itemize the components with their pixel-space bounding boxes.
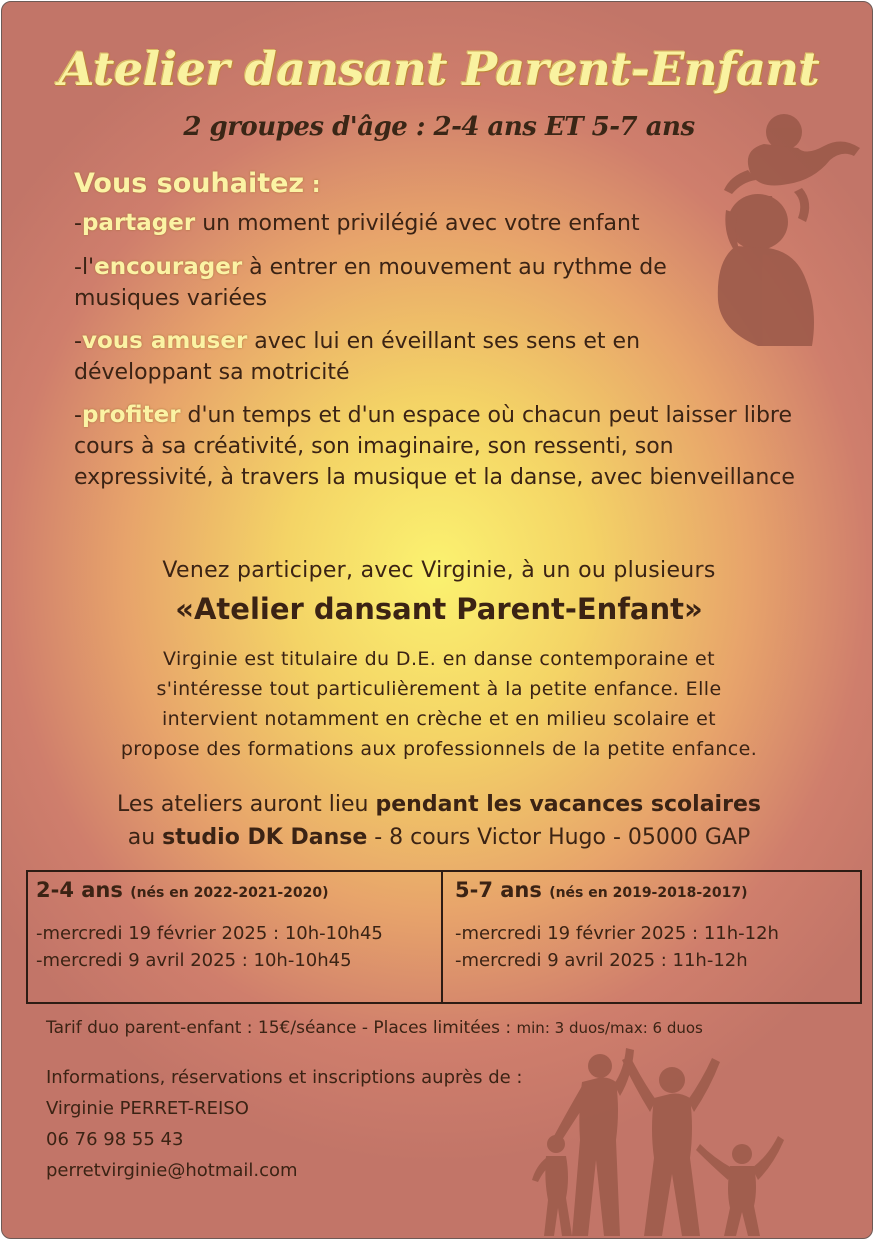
schedule-table — [26, 870, 862, 1004]
schedule-group-2-4 — [28, 872, 441, 1002]
group-sessions — [455, 920, 852, 974]
bullet-keyword: partager — [81, 210, 196, 236]
bullet-prefix: - — [74, 329, 82, 354]
bio-line: Virginie est titulaire du D.E. en danse contemporaine et — [163, 648, 715, 670]
bullet-keyword: encourager — [94, 254, 243, 280]
session-line: -mercredi 19 février 2025 : 10h-10h45 — [36, 923, 383, 944]
souhaitez-heading — [74, 168, 321, 199]
main-title: Atelier dansant Parent-Enfant — [58, 42, 820, 96]
location-line-2: au studio DK Danse - 8 cours Victor Hugo - 05000 GAP — [127, 825, 751, 850]
bio-line: s'intéresse tout particulièrement à la petite enfance. Elle — [156, 678, 722, 700]
subtitle: 2 groupes d'âge : 2-4 ans ET 5-7 ans — [183, 112, 695, 142]
bullet-prefix: - — [74, 403, 82, 428]
souhaitez-colon: : — [304, 173, 321, 198]
venez-text: Venez participer, avec Virginie, à un ou plusieurs — [162, 558, 716, 583]
souhaitez-label: Vous souhaitez — [74, 168, 305, 199]
group-age: 5-7 ans (nés en 2019-2018-2017) — [455, 878, 748, 902]
bullet-profiter — [74, 400, 819, 493]
bio-text — [2, 644, 873, 764]
bullet-encourager — [74, 252, 734, 314]
contact-email[interactable]: perretvirginie@hotmail.com — [46, 1160, 298, 1181]
contact-block — [46, 1062, 522, 1186]
atelier-quote: «Atelier dansant Parent-Enfant» — [175, 592, 703, 626]
location-text — [2, 788, 873, 854]
bullet-keyword: profiter — [81, 402, 181, 428]
bullet-text: d'un temps et d'un espace où chacun peut laisser libre cours à sa créativité, son imaginaire, son ressenti, son expressivité, à travers la musique et la danse, avec bienveillance — [74, 403, 795, 490]
tarif-text: Tarif duo parent-enfant : 15€/séance - Places limitées : min: 3 duos/max: 6 duos — [46, 1018, 703, 1038]
family-dancing-silhouette-icon — [532, 1040, 792, 1239]
bullet-keyword: vous amuser — [81, 328, 248, 354]
bio-line: propose des formations aux professionnels de la petite enfance. — [120, 738, 758, 760]
bullet-prefix: -l' — [74, 255, 95, 280]
session-line: -mercredi 9 avril 2025 : 10h-10h45 — [36, 950, 352, 971]
session-line: -mercredi 9 avril 2025 : 11h-12h — [455, 950, 748, 971]
location-line-1: Les ateliers auront lieu pendant les vacances scolaires — [117, 792, 761, 817]
group-sessions — [36, 920, 433, 974]
group-age: 2-4 ans (nés en 2022-2021-2020) — [36, 878, 329, 902]
schedule-group-5-7 — [441, 872, 860, 1002]
bullet-text: avec lui en éveillant ses sens et en développant sa motricité — [74, 329, 641, 385]
contact-name: Virginie PERRET-REISO — [46, 1098, 249, 1119]
bullet-prefix: - — [74, 211, 82, 236]
bullet-text: un moment privilégié avec votre enfant — [195, 211, 640, 236]
bullet-text: à entrer en mouvement au rythme de musiques variées — [74, 255, 667, 311]
bullet-partager — [74, 208, 814, 239]
poster — [1, 1, 873, 1239]
session-line: -mercredi 19 février 2025 : 11h-12h — [455, 923, 779, 944]
bio-line: intervient notamment en crèche et en milieu scolaire et — [161, 708, 717, 730]
contact-intro: Informations, réservations et inscriptions auprès de : — [46, 1067, 523, 1088]
bullet-amuser — [74, 326, 714, 388]
contact-phone[interactable]: 06 76 98 55 43 — [46, 1129, 184, 1150]
